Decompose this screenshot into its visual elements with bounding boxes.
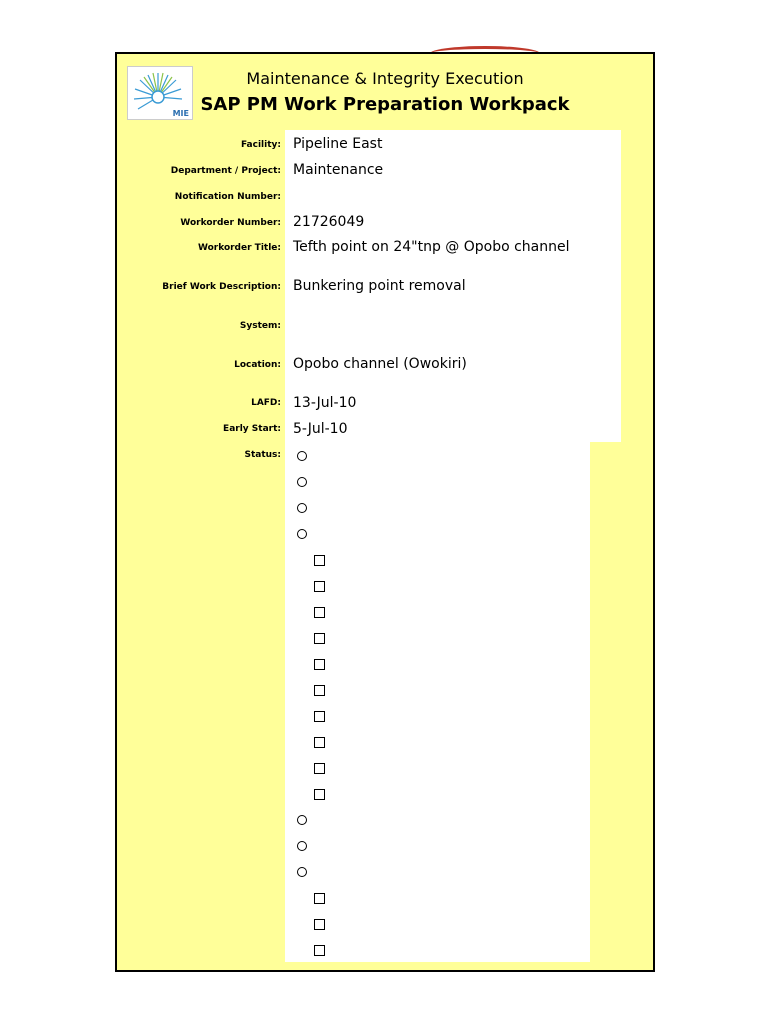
status-checkbox-12[interactable] — [314, 919, 325, 930]
status-radio-1[interactable] — [297, 451, 307, 461]
status-checkbox-11[interactable] — [314, 893, 325, 904]
workorder-title-label: Workorder Title: — [197, 243, 281, 253]
status-checkbox-13[interactable] — [314, 945, 325, 956]
status-checkbox-4[interactable] — [314, 633, 325, 644]
workorder-title-value[interactable]: Tefth point on 24"tnp @ Opobo channel — [293, 239, 570, 255]
workpack-sheet — [115, 52, 655, 972]
department-label: Department / Project: — [170, 166, 281, 176]
workorder-number-value[interactable]: 21726049 — [293, 214, 365, 230]
logo-text: MIE — [172, 109, 189, 118]
status-radio-2[interactable] — [297, 477, 307, 487]
status-radio-4[interactable] — [297, 529, 307, 539]
status-checkbox-1[interactable] — [314, 555, 325, 566]
department-value[interactable]: Maintenance — [293, 162, 384, 178]
status-checkbox-2[interactable] — [314, 581, 325, 592]
location-value[interactable]: Opobo channel (Owokiri) — [293, 356, 467, 372]
location-label: Location: — [234, 360, 281, 370]
lafd-label: LAFD: — [251, 398, 281, 408]
facility-label: Facility: — [240, 140, 281, 150]
early-start-label: Early Start: — [223, 424, 281, 434]
status-radio-5[interactable] — [297, 815, 307, 825]
workorder-number-label: Workorder Number: — [180, 218, 281, 228]
facility-value[interactable]: Pipeline East — [293, 136, 383, 152]
lafd-value[interactable]: 13-Jul-10 — [293, 395, 357, 411]
status-checkbox-9[interactable] — [314, 763, 325, 774]
status-radio-6[interactable] — [297, 841, 307, 851]
status-radio-7[interactable] — [297, 867, 307, 877]
status-checkbox-8[interactable] — [314, 737, 325, 748]
status-panel — [285, 442, 590, 962]
status-checkbox-10[interactable] — [314, 789, 325, 800]
status-label: Status: — [244, 450, 281, 460]
status-checkbox-5[interactable] — [314, 659, 325, 670]
status-checkbox-3[interactable] — [314, 607, 325, 618]
notification-number-label: Notification Number: — [174, 192, 281, 202]
status-checkbox-7[interactable] — [314, 711, 325, 722]
status-checkbox-6[interactable] — [314, 685, 325, 696]
work-description-value[interactable]: Bunkering point removal — [293, 278, 466, 294]
early-start-value[interactable]: 5-Jul-10 — [293, 421, 348, 437]
page-subtitle: Maintenance & Integrity Execution — [246, 69, 524, 88]
status-radio-3[interactable] — [297, 503, 307, 513]
page-title: SAP PM Work Preparation Workpack — [200, 94, 570, 115]
system-label: System: — [239, 321, 281, 331]
work-description-label: Brief Work Description: — [162, 282, 281, 292]
